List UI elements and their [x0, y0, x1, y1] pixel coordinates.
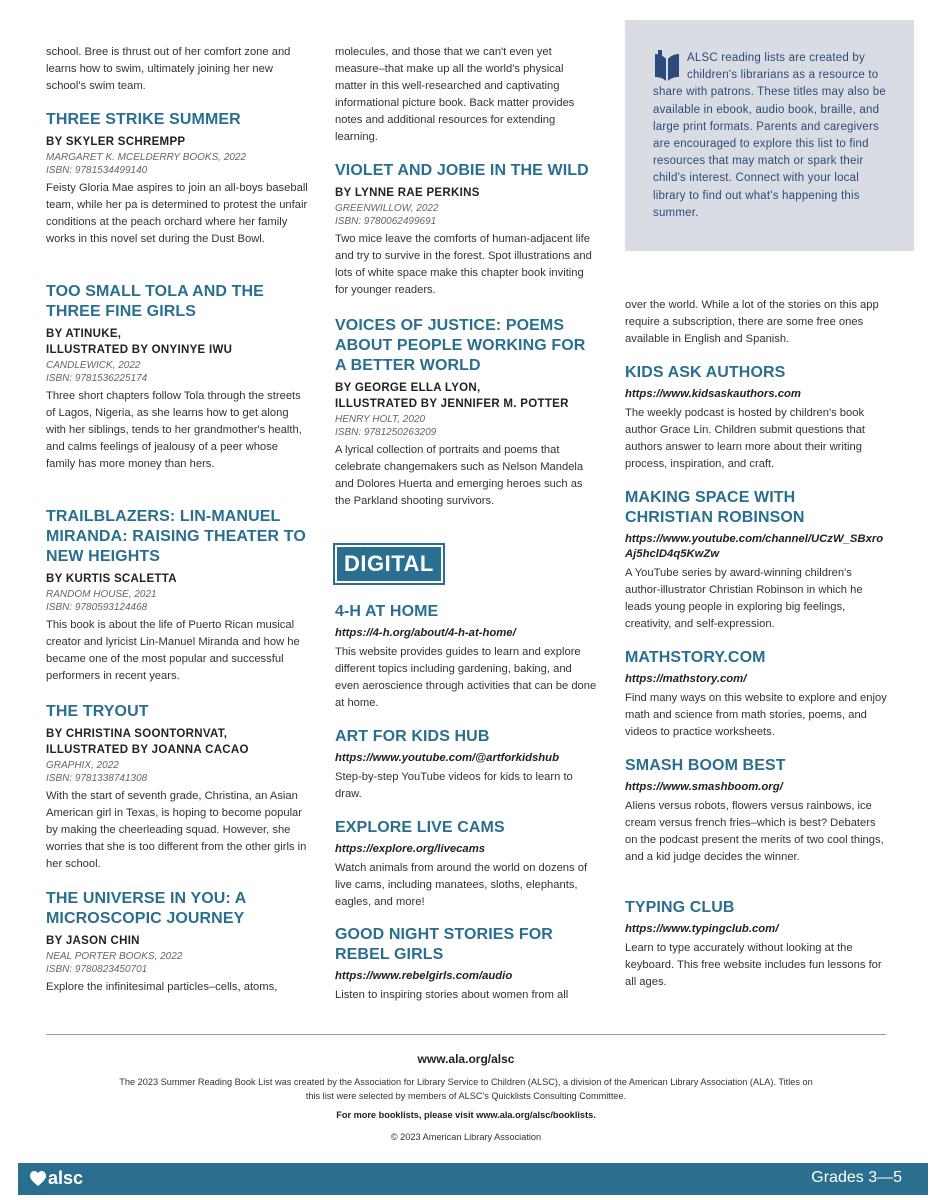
- digital-entry: [335, 925, 597, 1004]
- book-author: BY SKYLER SCHREMPP: [46, 136, 186, 148]
- info-box-text: ALSC reading lists are created by children's librarians as a resource to share with patrons. These titles may also be available in ebook, audio book, braille, and large print formats. Parents and caregivers are encouraged to explore this list to find resources that may match or spark their child's interest. Connect with your local library to find out what's happening this summer.: [653, 52, 886, 219]
- digital-entry: [625, 648, 887, 741]
- book-isbn: ISBN: 9781534499140: [46, 165, 148, 176]
- book-description: Feisty Gloria Mae aspires to join an all-boys baseball team, while her pa is determined to protest the unfair conditions at the peach orchard where her family works in this novel set during the Dust Bowl.: [46, 182, 308, 245]
- book-publisher: CANDLEWICK, 2022: [46, 360, 141, 371]
- book-isbn: ISBN: 9781250263209: [335, 427, 437, 438]
- resource-link[interactable]: https://www.youtube.com/channel/UCzW_SBxroAj5hclD4q5KwZw: [625, 533, 884, 560]
- digital-entry: [625, 363, 887, 473]
- resource-description: Step-by-step YouTube videos for kids to learn to draw.: [335, 771, 573, 800]
- book-title: THE TRYOUT: [46, 703, 149, 720]
- resource-link[interactable]: https://4-h.org/about/4-h-at-home/: [335, 627, 516, 639]
- book-illustrator: ILLUSTRATED BY ONYINYE IWU: [46, 344, 233, 356]
- book-title: TRAILBLAZERS: LIN-MANUEL MIRANDA: RAISING THEATER TO NEW HEIGHTS: [46, 508, 306, 565]
- resource-link[interactable]: https://www.typingclub.com/: [625, 923, 779, 935]
- resource-description: Find many ways on this website to explore and enjoy math and science from math stories, poems, and videos to practice worksheets.: [625, 692, 887, 738]
- resource-link[interactable]: https://explore.org/livecams: [335, 843, 486, 855]
- resource-description: Watch animals from around the world on dozens of live cams, including manatees, sloths, elephants, eagles, and more!: [335, 862, 588, 908]
- grade-level-label: Grades 3—5: [811, 1169, 902, 1186]
- heart-book-icon: [30, 1171, 46, 1187]
- logo-text: alsc: [48, 1168, 84, 1188]
- resource-title: 4-H AT HOME: [335, 603, 439, 620]
- resource-description: Listen to inspiring stories about women from all: [335, 989, 569, 1001]
- book-title: THE UNIVERSE IN YOU: A MICROSCOPIC JOURNEY: [46, 890, 246, 927]
- continued-text: molecules, and those that we can't even yet measure–that make up all the world's physical matter in this well-researched and captivating informational picture book. Back matter provides notes and additional resources for extending learning.: [335, 46, 575, 143]
- resource-description: This website provides guides to learn and explore different topics including gardening, baking, and even aeroscience through activities that can be done at home.: [335, 646, 597, 709]
- footer-credit-text: The 2023 Summer Reading Book List was created by the Association for Library Service to Children (ALSC), a division of the American Library Association (ALA). Titles on this list were selected by members of ALSC's Quicklists Consulting Committee.: [119, 1077, 813, 1101]
- footer-more-booklists: For more booklists, please visit www.ala.org/alsc/booklists.: [336, 1110, 596, 1120]
- book-description: Explore the infinitesimal particles–cells, atoms,: [46, 981, 278, 993]
- digital-entry: [335, 727, 597, 803]
- book-illustrator: ILLUSTRATED BY JENNIFER M. POTTER: [335, 398, 569, 410]
- book-isbn: ISBN: 9781338741308: [46, 773, 148, 784]
- resource-link[interactable]: https://www.rebelgirls.com/audio: [335, 970, 513, 982]
- digital-entry: [625, 756, 887, 866]
- book-isbn: ISBN: 9780823450701: [46, 964, 148, 975]
- resource-link[interactable]: https://www.youtube.com/@artforkidshub: [335, 752, 559, 764]
- book-entry: [46, 702, 308, 873]
- continued-text: school. Bree is thrust out of her comfort zone and learns how to swim, ultimately joining her new school's swim team.: [46, 46, 291, 92]
- book-entry: [46, 110, 308, 248]
- book-description: A lyrical collection of portraits and poems that celebrate changemakers such as Nelson Mandela and Dolores Huerta and emerging heroes such as the Parkland shooting survivors.: [335, 444, 584, 507]
- book-isbn: ISBN: 9780062499691: [335, 216, 437, 227]
- book-entry: [335, 316, 597, 510]
- book-author: BY LYNNE RAE PERKINS: [335, 187, 480, 199]
- resource-title: MATHSTORY.COM: [625, 649, 766, 666]
- book-publisher: GREENWILLOW, 2022: [335, 203, 439, 214]
- open-book-icon: [653, 50, 681, 84]
- alsc-logo: [30, 1168, 83, 1189]
- book-publisher: MARGARET K. MCELDERRY BOOKS, 2022: [46, 152, 247, 163]
- book-isbn: ISBN: 9780593124468: [46, 602, 148, 613]
- book-title: VOICES OF JUSTICE: POEMS ABOUT PEOPLE WORKING FOR A BETTER WORLD: [335, 317, 586, 374]
- digital-entry: [335, 602, 597, 712]
- book-entry: [46, 282, 308, 473]
- resource-title: SMASH BOOM BEST: [625, 757, 786, 774]
- book-publisher: NEAL PORTER BOOKS, 2022: [46, 951, 183, 962]
- resource-link[interactable]: https://mathstory.com/: [625, 673, 747, 685]
- book-description: Two mice leave the comforts of human-adjacent life and try to survive in the forest. Spot illustrations and lots of white space make this chapter book inviting for younger readers.: [335, 233, 592, 296]
- book-entry: [46, 507, 308, 685]
- resource-description: Aliens versus robots, flowers versus rainbows, ice cream versus french fries–which is best? Debaters on the podcast present the merits of two cool things, and a kid judge decides the winner.: [625, 800, 884, 863]
- resource-title: ART FOR KIDS HUB: [335, 728, 490, 745]
- resource-title: KIDS ASK AUTHORS: [625, 364, 786, 381]
- book-description: With the start of seventh grade, Christina, an Asian American girl in Texas, is hoping to become popular by making the cheerleading squad. However, she worries that she is too different from the other girls in her school.: [46, 790, 307, 870]
- resource-title: GOOD NIGHT STORIES FOR REBEL GIRLS: [335, 926, 553, 963]
- bottom-bar: [18, 1163, 928, 1195]
- book-illustrator: ILLUSTRATED BY JOANNA CACAO: [46, 744, 249, 756]
- digital-section-heading: DIGITAL: [335, 545, 443, 583]
- resource-title: EXPLORE LIVE CAMS: [335, 819, 505, 836]
- book-publisher: GRAPHIX, 2022: [46, 760, 119, 771]
- digital-entry: [625, 898, 887, 991]
- book-author: BY JASON CHIN: [46, 935, 140, 947]
- book-isbn: ISBN: 9781536225174: [46, 373, 148, 384]
- resource-description: The weekly podcast is hosted by children's book author Grace Lin. Children submit questions that authors answer to learn more about their writing process, inspiration, and craft.: [625, 407, 866, 470]
- book-title: THREE STRIKE SUMMER: [46, 111, 241, 128]
- footer-divider: [46, 1034, 886, 1035]
- resource-link[interactable]: https://www.smashboom.org/: [625, 781, 783, 793]
- book-title: TOO SMALL TOLA AND THE THREE FINE GIRLS: [46, 283, 264, 320]
- book-publisher: HENRY HOLT, 2020: [335, 414, 426, 425]
- book-author: BY GEORGE ELLA LYON,: [335, 382, 481, 394]
- digital-entry: [625, 488, 887, 633]
- book-entry: [46, 889, 308, 996]
- resource-title: MAKING SPACE WITH CHRISTIAN ROBINSON: [625, 489, 805, 526]
- book-author: BY ATINUKE,: [46, 328, 122, 340]
- resource-description: Learn to type accurately without looking at the keyboard. This free website includes fun lessons for all ages.: [625, 942, 882, 988]
- resource-description: A YouTube series by award-winning children's author-illustrator Christian Robinson in which he leads young people in exploring big feelings, creativity, and self-expression.: [625, 567, 863, 630]
- book-entry: [335, 161, 597, 299]
- resource-title: TYPING CLUB: [625, 899, 735, 916]
- book-description: This book is about the life of Puerto Rican musical creator and lyricist Lin-Manuel Miranda and how he became one of the most popular and successful performers in recent years.: [46, 619, 300, 682]
- footer-url[interactable]: www.ala.org/alsc: [417, 1052, 515, 1066]
- digital-entry: [335, 818, 597, 911]
- footer-copyright: © 2023 American Library Association: [390, 1132, 542, 1142]
- book-title: VIOLET AND JOBIE IN THE WILD: [335, 162, 589, 179]
- book-author: BY CHRISTINA SOONTORNVAT,: [46, 728, 228, 740]
- book-description: Three short chapters follow Tola through the streets of Lagos, Nigeria, as she learns how to get along with her siblings, tends to her grandmother's health, and calms feelings of jealousy of a peer whose family has more money than hers.: [46, 390, 302, 470]
- book-publisher: RANDOM HOUSE, 2021: [46, 589, 157, 600]
- book-author: BY KURTIS SCALETTA: [46, 573, 177, 585]
- info-box: [625, 20, 914, 251]
- continued-text: over the world. While a lot of the stories on this app require a subscription, there are some free ones available in English and Spanish.: [625, 299, 879, 345]
- resource-link[interactable]: https://www.kidsaskauthors.com: [625, 388, 801, 400]
